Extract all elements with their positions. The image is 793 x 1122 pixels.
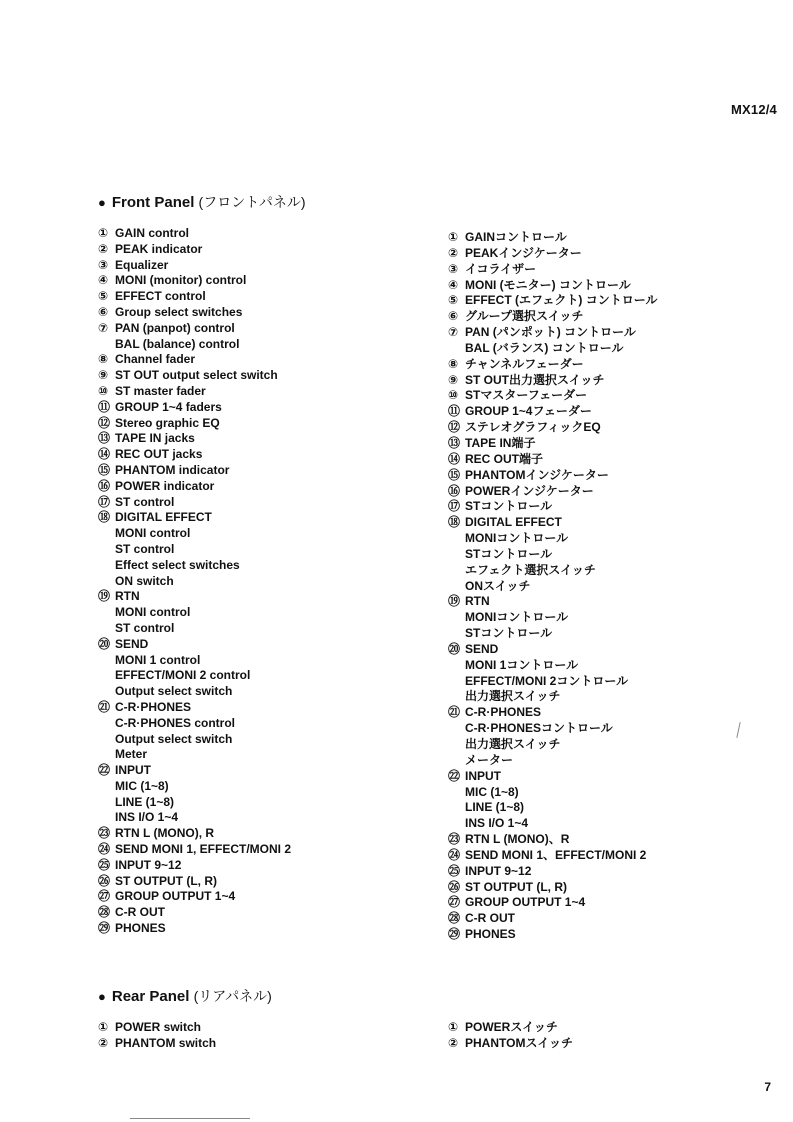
item-label: C-R OUT bbox=[115, 905, 165, 920]
list-item bbox=[98, 589, 291, 605]
item-label: EFFECT (エフェクト) コントロール bbox=[465, 293, 658, 308]
item-label: POWERスイッチ bbox=[465, 1020, 558, 1034]
item-label: ST control bbox=[115, 494, 175, 509]
item-label: RTN L (MONO)、R bbox=[465, 832, 570, 847]
item-number: ② bbox=[448, 245, 459, 260]
list-item bbox=[448, 674, 658, 690]
item-label: PAN (panpot) control bbox=[115, 320, 235, 335]
item-label: MIC (1~8) bbox=[465, 784, 519, 799]
list-item bbox=[448, 610, 658, 626]
list-item bbox=[98, 732, 291, 748]
item-label: PHANTOM switch bbox=[115, 1035, 217, 1050]
rear-panel-english-list bbox=[98, 1020, 216, 1052]
item-number: ㉕ bbox=[448, 863, 461, 878]
item-label: MONI (モニター) コントロール bbox=[465, 277, 631, 292]
item-label: LINE (1~8) bbox=[465, 800, 525, 815]
list-item bbox=[98, 321, 291, 337]
list-item bbox=[448, 278, 658, 294]
item-label: MONI (monitor) control bbox=[115, 273, 247, 288]
item-label: C-R·PHONES bbox=[115, 699, 192, 714]
list-item bbox=[448, 848, 658, 864]
item-number: ⑫ bbox=[98, 415, 111, 430]
item-number: ⑤ bbox=[98, 289, 109, 304]
item-label: TAPE IN端子 bbox=[465, 435, 536, 450]
list-item bbox=[98, 495, 291, 511]
list-item bbox=[448, 721, 658, 737]
list-item bbox=[98, 716, 291, 732]
item-label: PAN (パンポット) コントロール bbox=[465, 325, 636, 340]
item-number: ③ bbox=[98, 257, 109, 272]
item-label: INPUT bbox=[465, 768, 501, 783]
item-number: ⑩ bbox=[98, 383, 109, 398]
list-item bbox=[98, 352, 291, 368]
list-item bbox=[448, 769, 658, 785]
item-label: イコライザー bbox=[465, 261, 537, 276]
list-item bbox=[98, 826, 291, 842]
item-number: ③ bbox=[448, 261, 459, 276]
item-number: ㉒ bbox=[448, 768, 461, 783]
item-number: ⑧ bbox=[98, 352, 109, 367]
list-item bbox=[448, 753, 658, 769]
item-label: メーター bbox=[465, 752, 514, 767]
list-item bbox=[448, 468, 658, 484]
list-item bbox=[98, 416, 291, 432]
item-number: ㉕ bbox=[98, 857, 111, 872]
item-number: ⑤ bbox=[448, 293, 459, 308]
item-label: POWER indicator bbox=[115, 478, 215, 493]
list-item bbox=[98, 700, 291, 716]
list-item bbox=[448, 325, 658, 341]
item-number: ㉘ bbox=[448, 911, 461, 926]
item-label: PHONES bbox=[465, 927, 516, 942]
item-label: ステレオグラフィックEQ bbox=[465, 420, 601, 435]
list-item bbox=[448, 563, 658, 579]
list-item bbox=[448, 341, 658, 357]
item-number: ㉘ bbox=[98, 905, 111, 920]
item-number: ⑨ bbox=[98, 368, 109, 383]
list-item bbox=[98, 1036, 216, 1052]
item-number: ⑭ bbox=[448, 451, 461, 466]
item-number: ⑱ bbox=[98, 510, 111, 525]
list-item bbox=[98, 605, 291, 621]
item-label: DIGITAL EFFECT bbox=[465, 515, 562, 530]
item-label: SEND bbox=[115, 636, 149, 651]
item-number: ㉙ bbox=[448, 927, 461, 942]
list-item bbox=[448, 420, 658, 436]
list-item bbox=[98, 305, 291, 321]
item-number: ⑧ bbox=[448, 356, 459, 371]
item-number: ② bbox=[98, 1035, 109, 1050]
item-label: MONI 1コントロール bbox=[465, 657, 579, 672]
item-label: ST control bbox=[115, 620, 175, 635]
scan-mark bbox=[130, 1118, 250, 1119]
list-item bbox=[98, 242, 291, 258]
list-item bbox=[98, 637, 291, 653]
item-label: STコントロール bbox=[465, 626, 553, 641]
item-number: ㉙ bbox=[98, 921, 111, 936]
item-label: STマスターフェーダー bbox=[465, 388, 588, 403]
list-item bbox=[448, 911, 658, 927]
item-number: ① bbox=[98, 226, 109, 240]
list-item bbox=[448, 816, 658, 832]
front-panel-title-jp: (フロントパネル) bbox=[198, 194, 306, 210]
item-label: STコントロール bbox=[465, 546, 553, 561]
item-label: BAL (balance) control bbox=[115, 336, 240, 351]
item-label: PHANTOMインジケーター bbox=[465, 467, 609, 482]
item-label: MONI control bbox=[115, 605, 191, 620]
list-item bbox=[448, 404, 658, 420]
list-item bbox=[448, 705, 658, 721]
item-label: SEND MONI 1、EFFECT/MONI 2 bbox=[465, 847, 647, 862]
list-item bbox=[98, 384, 291, 400]
item-label: EFFECT control bbox=[115, 289, 206, 304]
item-label: ST master fader bbox=[115, 383, 206, 398]
item-label: Output select switch bbox=[115, 731, 233, 746]
item-label: MONI 1 control bbox=[115, 652, 201, 667]
item-number: ㉔ bbox=[98, 842, 111, 857]
item-number: ① bbox=[448, 1020, 459, 1034]
item-number: ⑮ bbox=[448, 467, 461, 482]
item-number: ⑥ bbox=[98, 304, 109, 319]
list-item bbox=[448, 499, 658, 515]
item-label: RTN L (MONO), R bbox=[115, 826, 215, 841]
item-label: EFFECT/MONI 2 control bbox=[115, 668, 251, 683]
list-item bbox=[448, 594, 658, 610]
item-label: INPUT 9~12 bbox=[115, 857, 182, 872]
rear-panel-title: Rear Panel bbox=[111, 988, 190, 1005]
list-item bbox=[448, 436, 658, 452]
list-item bbox=[98, 258, 291, 274]
item-label: PHANTOM indicator bbox=[115, 462, 230, 477]
list-item bbox=[448, 1036, 573, 1052]
item-number: ⑰ bbox=[448, 499, 461, 514]
list-item bbox=[98, 463, 291, 479]
list-item bbox=[98, 400, 291, 416]
item-label: PEAK indicator bbox=[115, 241, 203, 256]
list-item bbox=[448, 832, 658, 848]
item-number: ① bbox=[448, 230, 459, 244]
list-item bbox=[98, 574, 291, 590]
list-item bbox=[98, 526, 291, 542]
list-item bbox=[448, 547, 658, 563]
item-label: SEND MONI 1, EFFECT/MONI 2 bbox=[115, 842, 292, 857]
list-item bbox=[448, 800, 658, 816]
list-item bbox=[98, 226, 291, 242]
list-item bbox=[98, 621, 291, 637]
item-label: INS I/O 1~4 bbox=[115, 810, 179, 825]
page-number: 7 bbox=[764, 1080, 771, 1094]
list-item bbox=[448, 785, 658, 801]
item-label: TAPE IN jacks bbox=[115, 431, 195, 446]
list-item bbox=[448, 658, 658, 674]
item-label: Output select switch bbox=[115, 684, 233, 699]
item-label: グループ選択スイッチ bbox=[465, 309, 584, 324]
item-label: REC OUT端子 bbox=[465, 451, 544, 466]
item-label: ST OUTPUT (L, R) bbox=[465, 879, 567, 894]
item-label: C-R OUT bbox=[465, 911, 515, 926]
item-label: GAINコントロール bbox=[465, 230, 567, 244]
item-label: PHONES bbox=[115, 921, 166, 936]
list-item bbox=[448, 373, 658, 389]
list-item bbox=[98, 905, 291, 921]
item-label: LINE (1~8) bbox=[115, 794, 175, 809]
item-number: ㉖ bbox=[98, 873, 111, 888]
bullet-icon: ● bbox=[98, 195, 106, 210]
item-label: Stereo graphic EQ bbox=[115, 415, 220, 430]
item-number: ⑬ bbox=[448, 435, 461, 450]
list-item bbox=[448, 531, 658, 547]
item-number: ① bbox=[98, 1020, 109, 1034]
item-label: ST OUTPUT (L, R) bbox=[115, 873, 217, 888]
item-number: ㉑ bbox=[448, 705, 461, 720]
item-number: ⑳ bbox=[98, 636, 111, 651]
bullet-icon: ● bbox=[98, 989, 106, 1004]
item-number: ⑦ bbox=[98, 320, 109, 335]
item-label: DIGITAL EFFECT bbox=[115, 510, 212, 525]
list-item bbox=[98, 337, 291, 353]
list-item bbox=[448, 1020, 573, 1036]
item-label: MIC (1~8) bbox=[115, 778, 169, 793]
item-label: ST control bbox=[115, 541, 175, 556]
list-item bbox=[448, 452, 658, 468]
list-item bbox=[98, 779, 291, 795]
item-label: ST OUT出力選択スイッチ bbox=[465, 372, 605, 387]
list-item bbox=[448, 230, 658, 246]
list-item bbox=[448, 388, 658, 404]
list-item bbox=[448, 737, 658, 753]
item-number: ⑰ bbox=[98, 494, 111, 509]
list-item bbox=[448, 515, 658, 531]
item-label: MONIコントロール bbox=[465, 610, 569, 625]
item-number: ⑪ bbox=[98, 399, 111, 414]
list-item bbox=[98, 479, 291, 495]
front-panel-japanese-list bbox=[448, 230, 658, 943]
item-number: ㉖ bbox=[448, 879, 461, 894]
item-label: チャンネルフェーダー bbox=[465, 356, 584, 371]
list-item bbox=[98, 668, 291, 684]
list-item bbox=[98, 558, 291, 574]
item-label: C-R·PHONES bbox=[465, 705, 542, 720]
item-label: ONスイッチ bbox=[465, 578, 531, 593]
list-item bbox=[98, 889, 291, 905]
item-number: ㉔ bbox=[448, 847, 461, 862]
item-number: ㉗ bbox=[98, 889, 111, 904]
list-item bbox=[448, 626, 658, 642]
item-label: 出力選択スイッチ bbox=[465, 689, 561, 704]
item-number: ⑨ bbox=[448, 372, 459, 387]
list-item bbox=[98, 510, 291, 526]
scan-mark bbox=[736, 722, 740, 738]
list-item bbox=[98, 842, 291, 858]
front-panel-title: Front Panel bbox=[111, 194, 195, 211]
item-number: ⑲ bbox=[98, 589, 111, 604]
list-item bbox=[98, 289, 291, 305]
item-number: ⑮ bbox=[98, 462, 111, 477]
item-label: REC OUT jacks bbox=[115, 447, 203, 462]
list-item bbox=[98, 1020, 216, 1036]
item-label: GROUP 1~4フェーダー bbox=[465, 404, 592, 419]
item-number: ⑥ bbox=[448, 309, 459, 324]
item-number: ④ bbox=[448, 277, 459, 292]
list-item bbox=[98, 921, 291, 937]
list-item bbox=[448, 642, 658, 658]
item-label: ON switch bbox=[115, 573, 174, 588]
model-number: MX12/4 bbox=[730, 102, 777, 117]
list-item bbox=[448, 246, 658, 262]
list-item bbox=[98, 447, 291, 463]
item-label: MONI control bbox=[115, 526, 191, 541]
list-item bbox=[98, 763, 291, 779]
rear-panel-title-jp: (リアパネル) bbox=[193, 988, 272, 1004]
item-label: RTN bbox=[465, 594, 490, 609]
item-number: ④ bbox=[98, 273, 109, 288]
item-number: ② bbox=[448, 1035, 459, 1050]
item-label: C-R·PHONESコントロール bbox=[465, 721, 613, 736]
item-number: ⑫ bbox=[448, 420, 461, 435]
item-label: GAIN control bbox=[115, 226, 189, 240]
rear-panel-japanese-list bbox=[448, 1020, 573, 1052]
list-item bbox=[448, 880, 658, 896]
item-number: ⑪ bbox=[448, 404, 461, 419]
list-item bbox=[448, 309, 658, 325]
list-item bbox=[98, 684, 291, 700]
list-item bbox=[98, 431, 291, 447]
item-label: RTN bbox=[115, 589, 140, 604]
item-number: ⑩ bbox=[448, 388, 459, 403]
list-item bbox=[98, 653, 291, 669]
item-label: BAL (バランス) コントロール bbox=[465, 340, 624, 355]
item-label: Meter bbox=[115, 747, 148, 762]
front-panel-heading bbox=[98, 192, 306, 212]
item-number: ⑭ bbox=[98, 447, 111, 462]
item-label: C-R·PHONES control bbox=[115, 715, 235, 730]
item-label: Equalizer bbox=[115, 257, 169, 272]
list-item bbox=[448, 864, 658, 880]
item-label: Group select switches bbox=[115, 304, 243, 319]
item-number: ⑬ bbox=[98, 431, 111, 446]
item-number: ㉓ bbox=[448, 832, 461, 847]
item-label: GROUP OUTPUT 1~4 bbox=[115, 889, 236, 904]
item-number: ⑲ bbox=[448, 594, 461, 609]
item-label: SEND bbox=[465, 641, 499, 656]
item-number: ㉓ bbox=[98, 826, 111, 841]
item-label: GROUP OUTPUT 1~4 bbox=[465, 895, 586, 910]
item-number: ㉗ bbox=[448, 895, 461, 910]
item-label: INS I/O 1~4 bbox=[465, 816, 529, 831]
item-number: ⑳ bbox=[448, 641, 461, 656]
list-item bbox=[448, 262, 658, 278]
list-item bbox=[448, 293, 658, 309]
item-label: Effect select switches bbox=[115, 557, 240, 572]
list-item bbox=[98, 542, 291, 558]
list-item bbox=[98, 273, 291, 289]
item-label: GROUP 1~4 faders bbox=[115, 399, 222, 414]
list-item bbox=[98, 747, 291, 763]
item-number: ⑦ bbox=[448, 325, 459, 340]
item-number: ⑯ bbox=[98, 478, 111, 493]
item-label: MONIコントロール bbox=[465, 531, 569, 546]
item-label: STコントロール bbox=[465, 499, 553, 514]
list-item bbox=[448, 484, 658, 500]
rear-panel-heading bbox=[98, 986, 272, 1006]
list-item bbox=[448, 579, 658, 595]
list-item bbox=[448, 357, 658, 373]
item-label: Channel fader bbox=[115, 352, 196, 367]
item-number: ⑯ bbox=[448, 483, 461, 498]
item-label: PEAKインジケーター bbox=[465, 245, 582, 260]
list-item bbox=[448, 927, 658, 943]
list-item bbox=[98, 874, 291, 890]
item-label: エフェクト選択スイッチ bbox=[465, 562, 596, 577]
item-label: INPUT bbox=[115, 763, 151, 778]
item-number: ② bbox=[98, 241, 109, 256]
list-item bbox=[98, 795, 291, 811]
item-label: PHANTOMスイッチ bbox=[465, 1035, 573, 1050]
list-item bbox=[448, 689, 658, 705]
list-item bbox=[448, 895, 658, 911]
item-label: POWERインジケーター bbox=[465, 483, 594, 498]
list-item bbox=[98, 810, 291, 826]
front-panel-english-list bbox=[98, 226, 291, 937]
item-number: ㉑ bbox=[98, 699, 111, 714]
item-label: INPUT 9~12 bbox=[465, 863, 532, 878]
item-label: ST OUT output select switch bbox=[115, 368, 278, 383]
item-label: EFFECT/MONI 2コントロール bbox=[465, 673, 629, 688]
list-item bbox=[98, 858, 291, 874]
item-label: POWER switch bbox=[115, 1020, 202, 1034]
list-item bbox=[98, 368, 291, 384]
item-label: 出力選択スイッチ bbox=[465, 737, 561, 751]
item-number: ㉒ bbox=[98, 763, 111, 778]
item-number: ⑱ bbox=[448, 515, 461, 530]
